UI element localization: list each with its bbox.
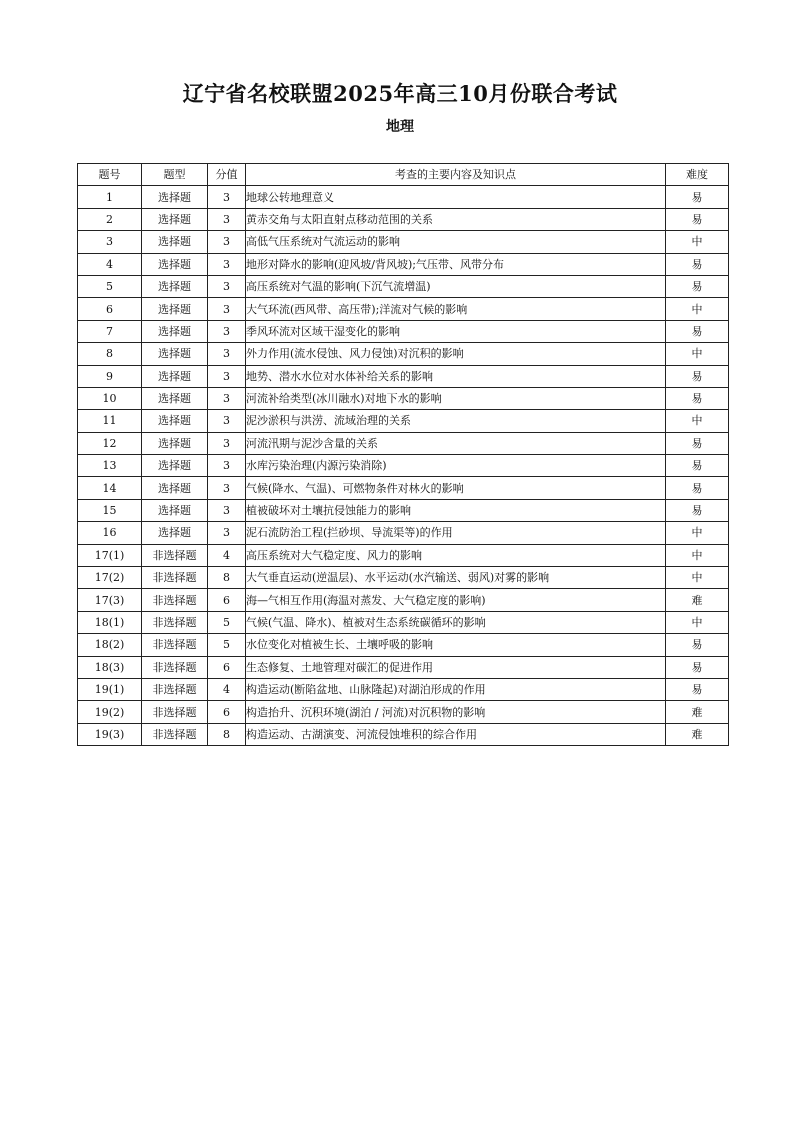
header-question-type: 题型	[142, 164, 208, 186]
question-type-cell: 非选择题	[142, 611, 208, 633]
score-cell: 8	[208, 723, 246, 745]
question-no-cell: 12	[78, 432, 142, 454]
table-row	[78, 544, 729, 566]
score-cell: 3	[208, 275, 246, 297]
question-no-cell: 18(2)	[78, 634, 142, 656]
difficulty-cell: 难	[666, 701, 729, 723]
table-row	[78, 231, 729, 253]
question-type-cell: 非选择题	[142, 544, 208, 566]
content-cell: 高压系统对大气稳定度、风力的影响	[246, 544, 666, 566]
question-no-cell: 3	[78, 231, 142, 253]
difficulty-cell: 中	[666, 298, 729, 320]
table-row	[78, 589, 729, 611]
difficulty-cell: 易	[666, 186, 729, 208]
question-no-cell: 10	[78, 387, 142, 409]
content-cell: 黄赤交角与太阳直射点移动范围的关系	[246, 208, 666, 230]
question-type-cell: 选择题	[142, 231, 208, 253]
difficulty-cell: 易	[666, 634, 729, 656]
content-cell: 河流补给类型(冰川融水)对地下水的影响	[246, 387, 666, 409]
difficulty-cell: 中	[666, 343, 729, 365]
score-cell: 3	[208, 298, 246, 320]
table-row	[78, 455, 729, 477]
score-cell: 6	[208, 589, 246, 611]
score-cell: 3	[208, 186, 246, 208]
question-type-cell: 选择题	[142, 365, 208, 387]
question-type-cell: 非选择题	[142, 589, 208, 611]
question-no-cell: 7	[78, 320, 142, 342]
table-row	[78, 477, 729, 499]
difficulty-cell: 易	[666, 432, 729, 454]
question-type-cell: 选择题	[142, 522, 208, 544]
question-no-cell: 19(2)	[78, 701, 142, 723]
question-no-cell: 16	[78, 522, 142, 544]
score-cell: 4	[208, 544, 246, 566]
question-no-cell: 1	[78, 186, 142, 208]
question-type-cell: 选择题	[142, 410, 208, 432]
difficulty-cell: 中	[666, 544, 729, 566]
difficulty-cell: 中	[666, 567, 729, 589]
score-cell: 4	[208, 678, 246, 700]
content-cell: 地球公转地理意义	[246, 186, 666, 208]
question-no-cell: 19(3)	[78, 723, 142, 745]
question-type-cell: 选择题	[142, 455, 208, 477]
difficulty-cell: 难	[666, 589, 729, 611]
difficulty-cell: 中	[666, 231, 729, 253]
score-cell: 3	[208, 231, 246, 253]
table-row	[78, 186, 729, 208]
question-no-cell: 17(1)	[78, 544, 142, 566]
content-cell: 地势、潜水水位对水体补给关系的影响	[246, 365, 666, 387]
difficulty-cell: 易	[666, 455, 729, 477]
question-type-cell: 选择题	[142, 477, 208, 499]
score-cell: 6	[208, 656, 246, 678]
content-cell: 泥沙淤积与洪涝、流域治理的关系	[246, 410, 666, 432]
table-row	[78, 656, 729, 678]
content-cell: 大气垂直运动(逆温层)、水平运动(水汽输送、弱风)对雾的影响	[246, 567, 666, 589]
question-type-cell: 非选择题	[142, 723, 208, 745]
content-cell: 高低气压系统对气流运动的影响	[246, 231, 666, 253]
score-cell: 8	[208, 567, 246, 589]
score-cell: 3	[208, 208, 246, 230]
content-cell: 外力作用(流水侵蚀、风力侵蚀)对沉积的影响	[246, 343, 666, 365]
content-cell: 气候(降水、气温)、可燃物条件对林火的影响	[246, 477, 666, 499]
content-cell: 季风环流对区域干湿变化的影响	[246, 320, 666, 342]
difficulty-cell: 易	[666, 365, 729, 387]
content-cell: 构造抬升、沉积环境(湖泊 / 河流)对沉积物的影响	[246, 701, 666, 723]
difficulty-cell: 易	[666, 387, 729, 409]
question-no-cell: 18(1)	[78, 611, 142, 633]
question-no-cell: 2	[78, 208, 142, 230]
table-row	[78, 499, 729, 521]
table-row	[78, 678, 729, 700]
question-type-cell: 选择题	[142, 387, 208, 409]
question-type-cell: 选择题	[142, 499, 208, 521]
table-row	[78, 410, 729, 432]
score-cell: 3	[208, 432, 246, 454]
score-cell: 5	[208, 634, 246, 656]
question-no-cell: 13	[78, 455, 142, 477]
score-cell: 3	[208, 343, 246, 365]
content-cell: 水库污染治理(内源污染消除)	[246, 455, 666, 477]
content-cell: 构造运动(断陷盆地、山脉隆起)对湖泊形成的作用	[246, 678, 666, 700]
content-cell: 构造运动、古湖演变、河流侵蚀堆积的综合作用	[246, 723, 666, 745]
content-cell: 植被破坏对土壤抗侵蚀能力的影响	[246, 499, 666, 521]
question-no-cell: 6	[78, 298, 142, 320]
difficulty-cell: 易	[666, 499, 729, 521]
difficulty-cell: 易	[666, 253, 729, 275]
table-row	[78, 387, 729, 409]
table-row	[78, 611, 729, 633]
question-no-cell: 17(3)	[78, 589, 142, 611]
question-type-cell: 非选择题	[142, 656, 208, 678]
table-row	[78, 275, 729, 297]
difficulty-cell: 易	[666, 320, 729, 342]
content-cell: 生态修复、土地管理对碳汇的促进作用	[246, 656, 666, 678]
score-cell: 3	[208, 365, 246, 387]
content-cell: 河流汛期与泥沙含量的关系	[246, 432, 666, 454]
difficulty-cell: 中	[666, 410, 729, 432]
question-type-cell: 选择题	[142, 186, 208, 208]
score-cell: 5	[208, 611, 246, 633]
table-row	[78, 723, 729, 745]
header-difficulty: 难度	[666, 164, 729, 186]
table-row	[78, 298, 729, 320]
table-row	[78, 365, 729, 387]
content-cell: 水位变化对植被生长、土壤呼吸的影响	[246, 634, 666, 656]
content-cell: 海—气相互作用(海温对蒸发、大气稳定度的影响)	[246, 589, 666, 611]
score-cell: 3	[208, 499, 246, 521]
score-cell: 3	[208, 410, 246, 432]
question-no-cell: 14	[78, 477, 142, 499]
header-score: 分值	[208, 164, 246, 186]
score-cell: 3	[208, 522, 246, 544]
question-type-cell: 非选择题	[142, 567, 208, 589]
difficulty-cell: 难	[666, 723, 729, 745]
exam-title: 辽宁省名校联盟2025年高三10月份联合考试	[182, 81, 618, 106]
question-type-cell: 选择题	[142, 275, 208, 297]
score-cell: 3	[208, 253, 246, 275]
question-no-cell: 9	[78, 365, 142, 387]
header-question-no: 题号	[78, 164, 142, 186]
knowledge-table	[77, 163, 729, 746]
question-no-cell: 18(3)	[78, 656, 142, 678]
question-type-cell: 选择题	[142, 320, 208, 342]
table-row	[78, 701, 729, 723]
content-cell: 泥石流防治工程(拦砂坝、导流渠等)的作用	[246, 522, 666, 544]
question-no-cell: 11	[78, 410, 142, 432]
difficulty-cell: 易	[666, 208, 729, 230]
question-no-cell: 5	[78, 275, 142, 297]
question-no-cell: 17(2)	[78, 567, 142, 589]
question-type-cell: 选择题	[142, 208, 208, 230]
content-cell: 气候(气温、降水)、植被对生态系统碳循环的影响	[246, 611, 666, 633]
subject-title: 地理	[386, 119, 414, 135]
question-no-cell: 4	[78, 253, 142, 275]
table-row	[78, 567, 729, 589]
header-content: 考查的主要内容及知识点	[246, 164, 666, 186]
score-cell: 3	[208, 387, 246, 409]
score-cell: 3	[208, 477, 246, 499]
question-no-cell: 19(1)	[78, 678, 142, 700]
difficulty-cell: 中	[666, 522, 729, 544]
question-type-cell: 选择题	[142, 343, 208, 365]
question-type-cell: 非选择题	[142, 701, 208, 723]
difficulty-cell: 中	[666, 611, 729, 633]
question-no-cell: 15	[78, 499, 142, 521]
table-header-row	[78, 164, 729, 186]
question-type-cell: 选择题	[142, 253, 208, 275]
table-row	[78, 320, 729, 342]
table-row	[78, 522, 729, 544]
question-type-cell: 选择题	[142, 432, 208, 454]
table-row	[78, 253, 729, 275]
difficulty-cell: 易	[666, 275, 729, 297]
table-row	[78, 432, 729, 454]
difficulty-cell: 易	[666, 678, 729, 700]
content-cell: 高压系统对气温的影响(下沉气流增温)	[246, 275, 666, 297]
question-no-cell: 8	[78, 343, 142, 365]
content-cell: 地形对降水的影响(迎风坡/背风坡);气压带、风带分布	[246, 253, 666, 275]
question-type-cell: 选择题	[142, 298, 208, 320]
table-body	[78, 186, 729, 746]
difficulty-cell: 易	[666, 656, 729, 678]
difficulty-cell: 易	[666, 477, 729, 499]
table-row	[78, 634, 729, 656]
table-row	[78, 343, 729, 365]
score-cell: 3	[208, 320, 246, 342]
score-cell: 6	[208, 701, 246, 723]
score-cell: 3	[208, 455, 246, 477]
question-type-cell: 非选择题	[142, 634, 208, 656]
table-row	[78, 208, 729, 230]
question-type-cell: 非选择题	[142, 678, 208, 700]
content-cell: 大气环流(西风带、高压带);洋流对气候的影响	[246, 298, 666, 320]
